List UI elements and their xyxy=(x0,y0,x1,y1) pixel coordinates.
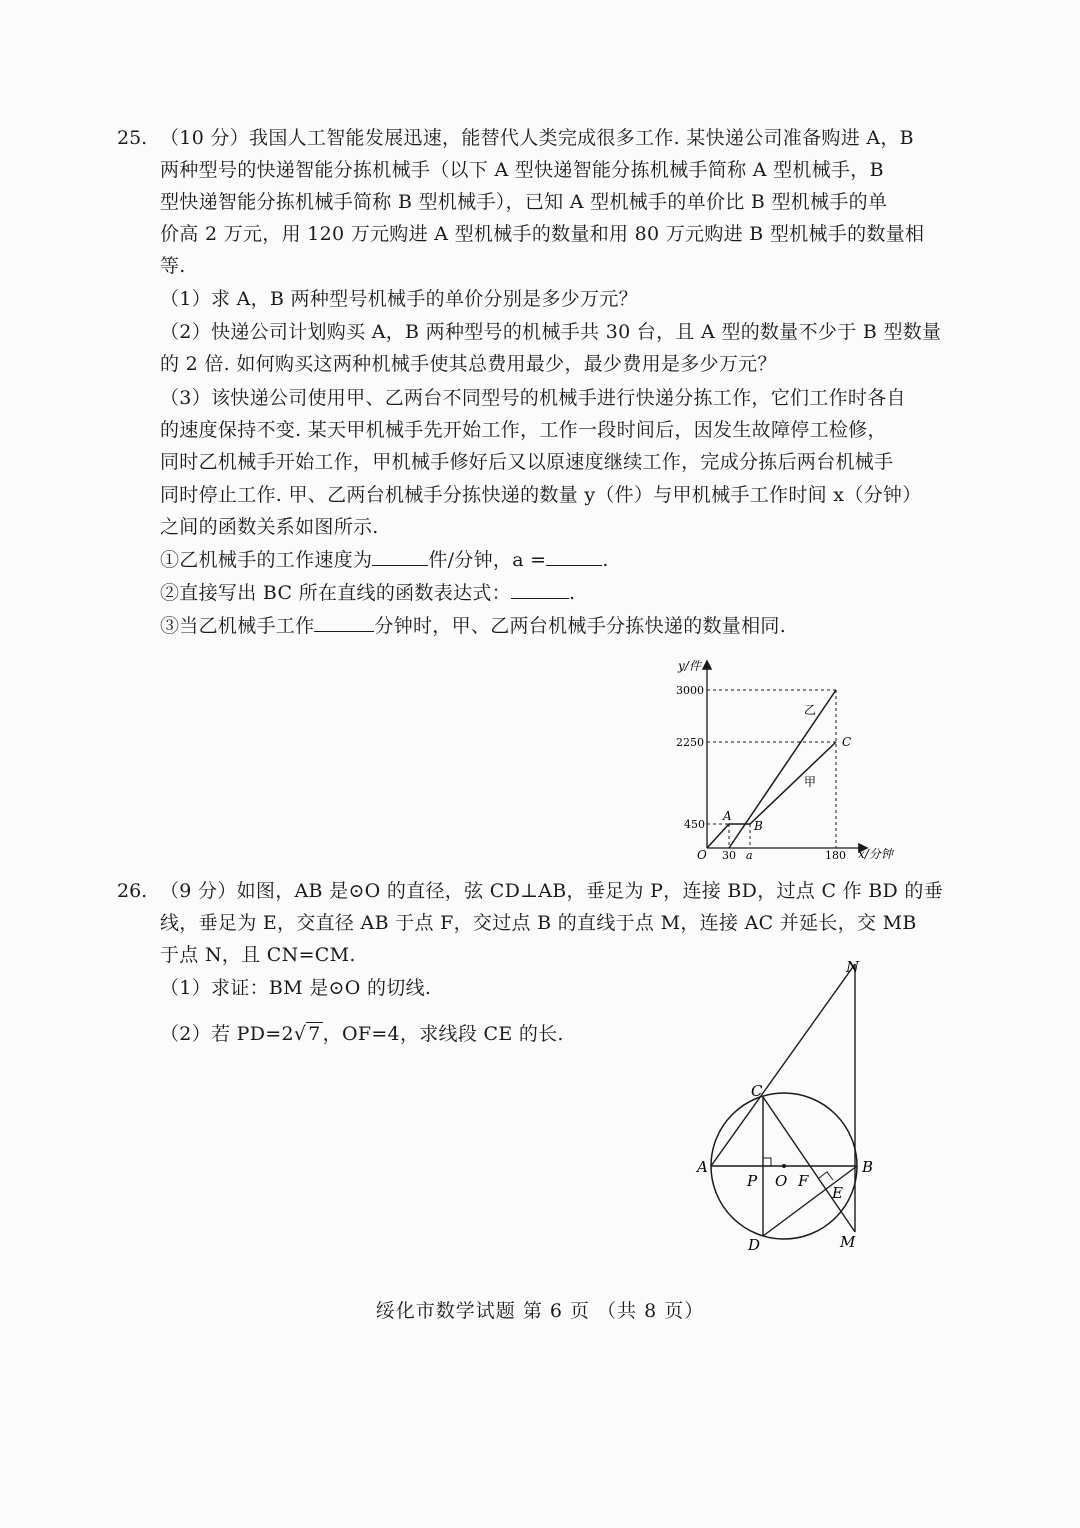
sub2-text-a: ②直接写出 BC 所在直线的函数表达式： xyxy=(160,582,511,604)
label-C: C xyxy=(751,1082,763,1100)
sub2-text-b: . xyxy=(568,582,576,604)
line-AN xyxy=(711,964,855,1166)
sub3-text-b: 分钟时，甲、乙两台机械手分拣快递的数量相同. xyxy=(374,615,787,637)
line-jia xyxy=(707,742,836,848)
sqrt-radicand: 7 xyxy=(308,1023,321,1045)
q26-part2 xyxy=(160,1020,564,1048)
line-yi xyxy=(729,690,836,848)
q25-part3: （3）该快递公司使用甲、乙两台不同型号的机械手进行快递分拣工作，它们工作时各自 xyxy=(160,387,906,409)
q25-sub2 xyxy=(160,579,575,607)
label-E: E xyxy=(832,1184,843,1202)
q25-line: 等. xyxy=(160,255,186,277)
right-angle-P xyxy=(763,1158,771,1166)
part2-text-b: ，OF=4，求线段 CE 的长. xyxy=(322,1023,564,1045)
label-B: B xyxy=(862,1158,874,1176)
y-axis-label: y/件 xyxy=(678,659,701,673)
sub1-text-b: 件/分钟，a = xyxy=(428,549,547,571)
q26-line: （9 分）如图，AB 是⊙O 的直径，弦 CD⊥AB，垂足为 P，连接 BD，过点 C 作 BD 的垂 xyxy=(160,880,944,902)
geometry-figure xyxy=(690,950,890,1260)
label-N: N xyxy=(846,958,860,976)
q25-line: 价高 2 万元，用 120 万元购进 A 型机械手的数量和用 80 万元购进 B 型机械手的数量相 xyxy=(160,223,925,245)
tick-3000: 3000 xyxy=(676,684,704,697)
part2-text-a: （2）若 PD=2 xyxy=(160,1023,294,1045)
q26-line: 线，垂足为 E，交直径 AB 于点 F，交过点 B 的直线于点 M，连接 AC 并延长，交 MB xyxy=(160,912,917,934)
q25-line: 的速度保持不变. 某天甲机械手先开始工作，工作一段时间后，因发生故障停工检修， xyxy=(160,419,887,441)
point-O xyxy=(782,1164,786,1168)
page-footer: 绥化市数学试题 第 6 页 （共 8 页） xyxy=(375,1300,705,1322)
q25-line: 两种型号的快递智能分拣机械手（以下 A 型快递智能分拣机械手简称 A 型机械手，B xyxy=(160,159,884,181)
q25-line: 型快递智能分拣机械手简称 B 型机械手），已知 A 型机械手的单价比 B 型机械手的单 xyxy=(160,191,888,213)
label-P: P xyxy=(747,1172,758,1190)
q26-line: 于点 N，且 CN=CM. xyxy=(160,944,356,966)
sub1-text-c: . xyxy=(602,549,609,571)
q25-line: 同时停止工作. 甲、乙两台机械手分拣快递的数量 y（件）与甲机械手工作时间 x（分钟） xyxy=(160,484,922,506)
line-CM xyxy=(763,1097,855,1232)
label-M: M xyxy=(840,1233,856,1251)
answer-blank-a[interactable] xyxy=(546,547,602,566)
q25-sub3 xyxy=(160,612,786,640)
tick-a: a xyxy=(746,849,753,862)
point-C-label: C xyxy=(842,735,852,749)
point-B-label: B xyxy=(754,819,763,833)
x-axis-label: x/分钟 xyxy=(858,847,893,861)
point-A-label: A xyxy=(723,809,732,823)
origin-label: O xyxy=(697,848,707,862)
q25-line: 的 2 倍. 如何购买这两种机械手使其总费用最少，最少费用是多少万元？ xyxy=(160,353,777,375)
question-26-number: 26. xyxy=(117,880,148,902)
q25-part2: （2）快递公司计划购买 A，B 两种型号的机械手共 30 台，且 A 型的数量不少于 B 型数量 xyxy=(160,321,942,343)
q25-line: 之间的函数关系如图所示. xyxy=(160,516,379,538)
answer-blank-bc-expression[interactable] xyxy=(511,580,569,599)
label-D: D xyxy=(748,1236,761,1254)
tick-180: 180 xyxy=(825,849,846,862)
sub1-text-a: ①乙机械手的工作速度为 xyxy=(160,549,373,571)
function-graph xyxy=(660,650,920,870)
q25-line: 同时乙机械手开始工作，甲机械手修好后又以原速度继续工作，完成分拣后两台机械手 xyxy=(160,451,894,473)
line-yi-label: 乙 xyxy=(804,703,817,717)
label-O: O xyxy=(775,1172,788,1190)
answer-blank-speed[interactable] xyxy=(372,547,428,566)
tick-2250: 2250 xyxy=(676,736,704,749)
sub3-text-a: ③当乙机械手工作 xyxy=(160,615,315,637)
q25-sub1 xyxy=(160,546,609,574)
line-jia-label: 甲 xyxy=(804,775,817,789)
q25-line: （10 分）我国人工智能发展迅速，能替代人类完成很多工作. 某快递公司准备购进 A，B xyxy=(160,127,914,149)
tick-30: 30 xyxy=(722,849,736,862)
label-A: A xyxy=(697,1158,708,1176)
sqrt-symbol: √ xyxy=(293,1023,307,1045)
q26-part1: （1）求证：BM 是⊙O 的切线. xyxy=(160,977,432,999)
question-25-number: 25. xyxy=(117,127,148,149)
tick-450: 450 xyxy=(684,818,705,831)
label-F: F xyxy=(798,1172,809,1190)
right-angle-E xyxy=(819,1172,833,1180)
q25-part1: （1）求 A，B 两种型号机械手的单价分别是多少万元？ xyxy=(160,288,638,310)
answer-blank-minutes[interactable] xyxy=(314,613,374,632)
